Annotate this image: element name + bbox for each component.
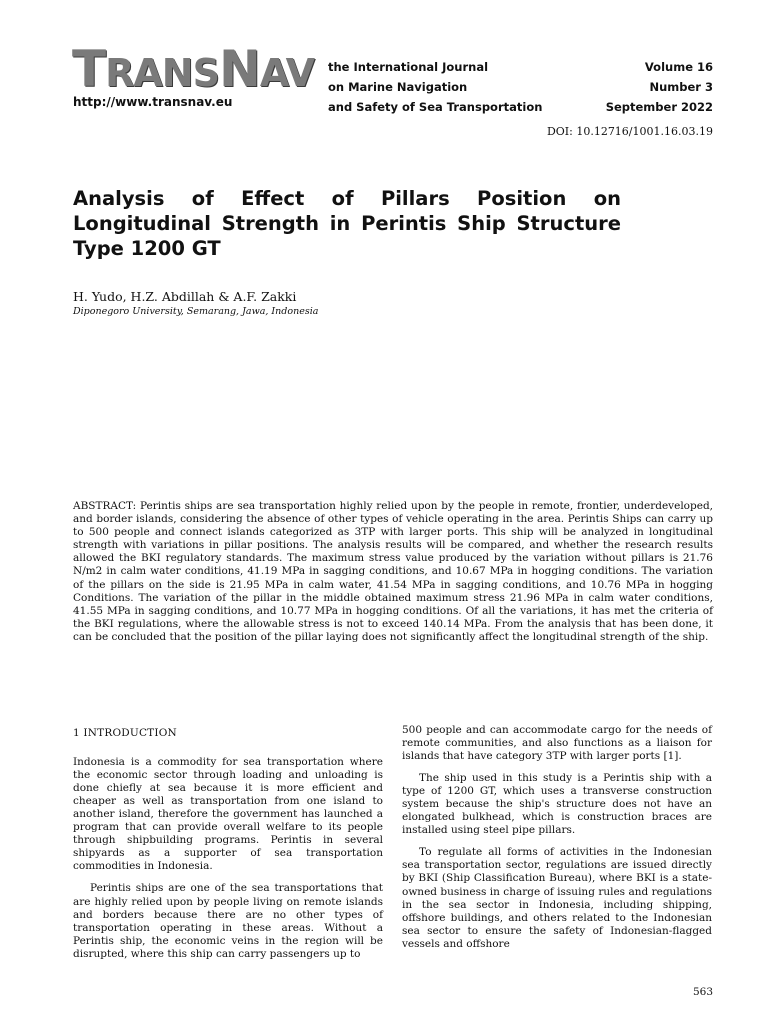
issue-info	[606, 57, 713, 117]
abstract: ABSTRACT: Perintis ships are sea transportation highly relied upon by the people in remote, frontier, underdeveloped, and border islands, considering the absence of other types of vehicle operating in the area. Perintis Ships can carry up to 500 people and connect islands categorized as 3TP with larger ports. This ship will be analyzed in longitudinal strength with variations in pillar positions. The analysis results will be compared, and whether the research results allowed the BKI regulatory standards. The maximum stress value produced by the variation without pillars is 21.76 N/m2 in calm water conditions, 41.19 MPa in sagging conditions, and 10.67 MPa in hogging conditions. The variation of the pillars on the side is 21.95 MPa in calm water, 41.54 MPa in sagging conditions, and 10.76 MPa in hogging Conditions. The variation of the pillar in the middle obtained maximum stress 21.96 MPa in calm water conditions, 41.55 MPa in sagging conditions, and 10.77 MPa in hogging conditions. Of all the variations, it has met the criteria of the BKI regulations, where the allowable stress is not to exceed 140.14 MPa. From the analysis that has been done, it can be concluded that the position of the pillar laying does not significantly affect the longitudinal strength of the ship.	[73, 500, 713, 643]
affiliation: Diponegoro University, Semarang, Jawa, Indonesia	[73, 306, 319, 317]
page-number: 563	[692, 986, 713, 998]
authors: H. Yudo, H.Z. Abdillah & A.F. Zakki	[73, 289, 297, 304]
journal-name	[328, 57, 558, 117]
logo-letters-av: AV	[259, 51, 315, 95]
journal-url[interactable]: http://www.transnav.eu	[73, 95, 233, 109]
issue-number: Number 3	[649, 80, 713, 94]
logo-letter-n: N	[218, 40, 260, 98]
body-paragraph: To regulate all forms of activities in the Indonesian sea transportation sector, regulations are issued directly by BKI (Ship Classification Bureau), where BKI is a state-owned business in charge of issuing rules and regulations in the sea sector in Indonesia, including shipping, offshore buildings, and others related to the Indonesian sea sector to ensure the safety of Indonesian-flagged vessels and offshore	[402, 846, 712, 950]
body-right-column	[402, 724, 712, 951]
logo-letters-rans: RANS	[105, 51, 219, 95]
journal-name-line: on Marine Navigation	[328, 80, 468, 94]
section-heading: 1 INTRODUCTION	[73, 727, 177, 739]
journal-name-line: and Safety of Sea Transportation	[328, 100, 543, 114]
transnav-logo	[72, 40, 315, 98]
doi[interactable]: DOI: 10.12716/1001.16.03.19	[546, 125, 713, 138]
volume: Volume 16	[644, 60, 713, 74]
logo-letter-t: T	[72, 40, 106, 98]
body-paragraph: Perintis ships are one of the sea transportations that are highly relied upon by people living on remote islands and borders because there are no other types of transportation operating in these areas. Without a Perintis ship, the economic veins in the region will be disrupted, where this ship can carry passengers up to	[73, 882, 383, 960]
article-title: Analysis of Effect of Pillars Position on Longitudinal Strength in Perintis Ship Structure Type 1200 GT	[73, 187, 621, 260]
body-paragraph: The ship used in this study is a Perintis ship with a type of 1200 GT, which uses a transverse construction system because the ship's structure does not have an elongated bulkhead, which is construction braces are installed using steel pipe pillars.	[402, 772, 712, 837]
journal-name-line: the International Journal	[328, 60, 489, 74]
body-paragraph: 500 people and can accommodate cargo for the needs of remote communities, and also functions as a liaison for islands that have category 3TP with larger ports [1].	[402, 724, 712, 763]
issue-date: September 2022	[605, 100, 713, 114]
body-paragraph: Indonesia is a commodity for sea transportation where the economic sector through loading and unloading is done chiefly at sea because it is more efficient and cheaper as well as transportation from one island to another island, therefore the government has launched a program that can provide overall welfare to its people through shipbuilding programs. Perintis in several shipyards as a supporter of sea transportation commodities in Indonesia.	[73, 756, 383, 873]
body-left-column	[73, 727, 383, 961]
